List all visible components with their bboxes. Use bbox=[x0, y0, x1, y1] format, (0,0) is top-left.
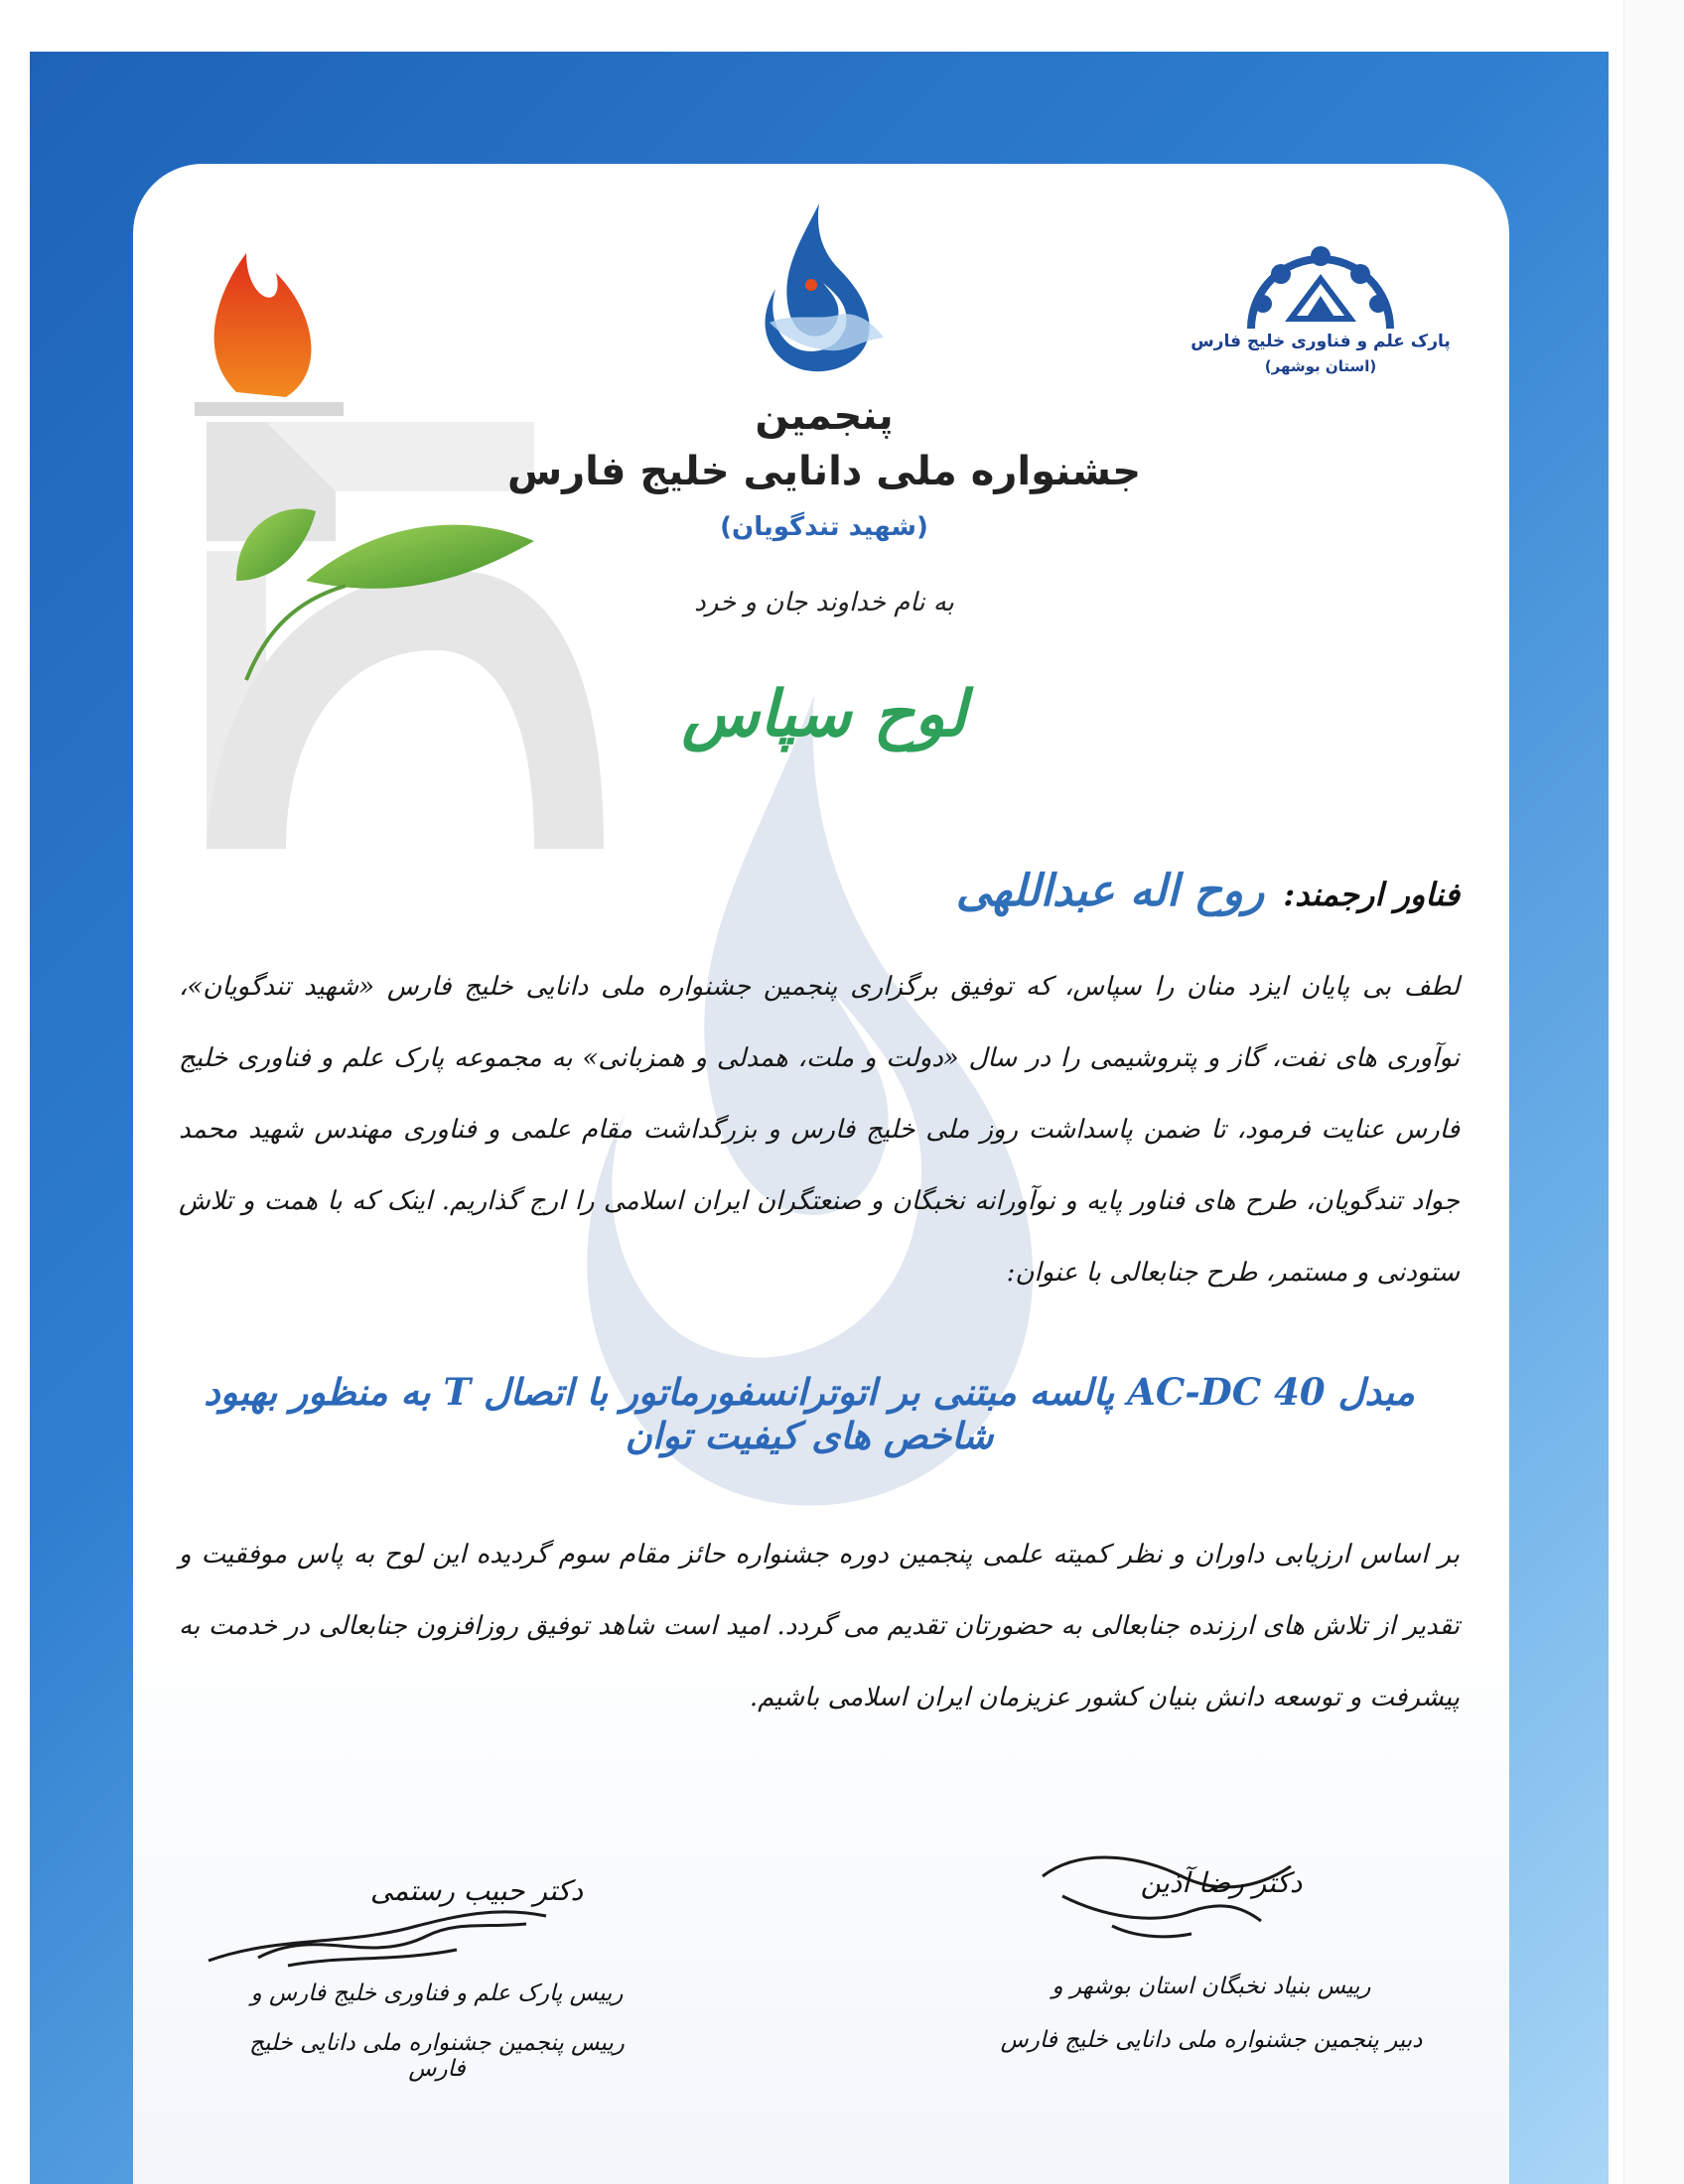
left-signatory-name: دکتر حبیب رستمی bbox=[369, 1874, 584, 1907]
torch-leaf-decoration bbox=[177, 253, 624, 849]
flame-icon bbox=[214, 253, 312, 397]
body-paragraph-2: بر اساس ارزیابی داوران و نظر کمیته علمی پنجمین دوره جشنواره حائز مقام سوم گردیده این لوح به پاس موفقیت و تقدیر از تلاش های ارزنده جنابعالی به حضورتان تقدیم می گردد. امید است شاهد توفیق روزافزون جنابعالی در خدمت به پیشرفت و توسعه دانش بنیان کشور عزیزمان ایران اسلامی باشیم. bbox=[179, 1540, 1460, 1712]
body-paragraph-1: لطف بی پایان ایزد منان را سپاس، که توفیق برگزاری پنجمین جشنواره ملی دانایی خلیج فارس «شهید تندگویان»، نوآوری های نفت، گاز و پتروشیمی را در سال «دولت و ملت، همدلی و همزبانی» به مجموعه پارک علم و فناوری خلیج فارس عنایت فرمود، تا ضمن پاسداشت روز ملی خلیج فارس و بزرگداشت مقام علمی و فناوری مهندس شهید محمد جواد تندگویان، طرح های فناور پایه و نوآورانه نخبگان و صنعتگران ایران اسلامی را ارج گذاریم. اینک که با همت و تلاش ستودنی و مستمر، طرح جنابعالی با عنوان: bbox=[179, 972, 1460, 1288]
festival-logo bbox=[760, 204, 889, 377]
right-signatory-role-1: رییس بنیاد نخبگان استان بوشهر و bbox=[1052, 1974, 1371, 1999]
science-park-name: پارک علم و فناوری خلیج فارس bbox=[1191, 332, 1451, 351]
festival-title: جشنواره ملی دانایی خلیج فارس bbox=[506, 449, 1142, 494]
left-signatory-role-2: رییس پنجمین جشنواره ملی دانایی خلیج فارس bbox=[249, 2030, 625, 2082]
left-signatory-role-1: رییس پارک علم و فناوری خلیج فارس و bbox=[250, 1980, 624, 2006]
invocation-line: به نام خداوند جان و خرد bbox=[694, 588, 954, 617]
right-signatory-role-2: دبیر پنجمین جشنواره ملی دانایی خلیج فارس bbox=[1000, 2027, 1423, 2053]
recipient-name: روح اله عبداللهی bbox=[955, 866, 1265, 916]
recipient-label: فناور ارجمند: bbox=[1283, 876, 1460, 913]
festival-subtitle: (شهید تندگویان) bbox=[720, 512, 928, 542]
certificate-title: لوح سپاس bbox=[681, 677, 967, 751]
project-title: مبدل AC-DC 40 پالسه مبتنی بر اتوترانسفورماتور با اتصال T به منظور بهبود شاخص های کیفیت توان bbox=[204, 1370, 1415, 1457]
scan-page-edge bbox=[1623, 0, 1684, 2184]
science-park-logo bbox=[1241, 234, 1400, 334]
festival-ordinal: پنجمین bbox=[755, 393, 894, 439]
right-signatory-name: دکتر رضا آذین bbox=[1140, 1866, 1303, 1899]
recipient-line bbox=[199, 866, 1460, 916]
science-park-province: (استان بوشهر) bbox=[1264, 357, 1377, 375]
